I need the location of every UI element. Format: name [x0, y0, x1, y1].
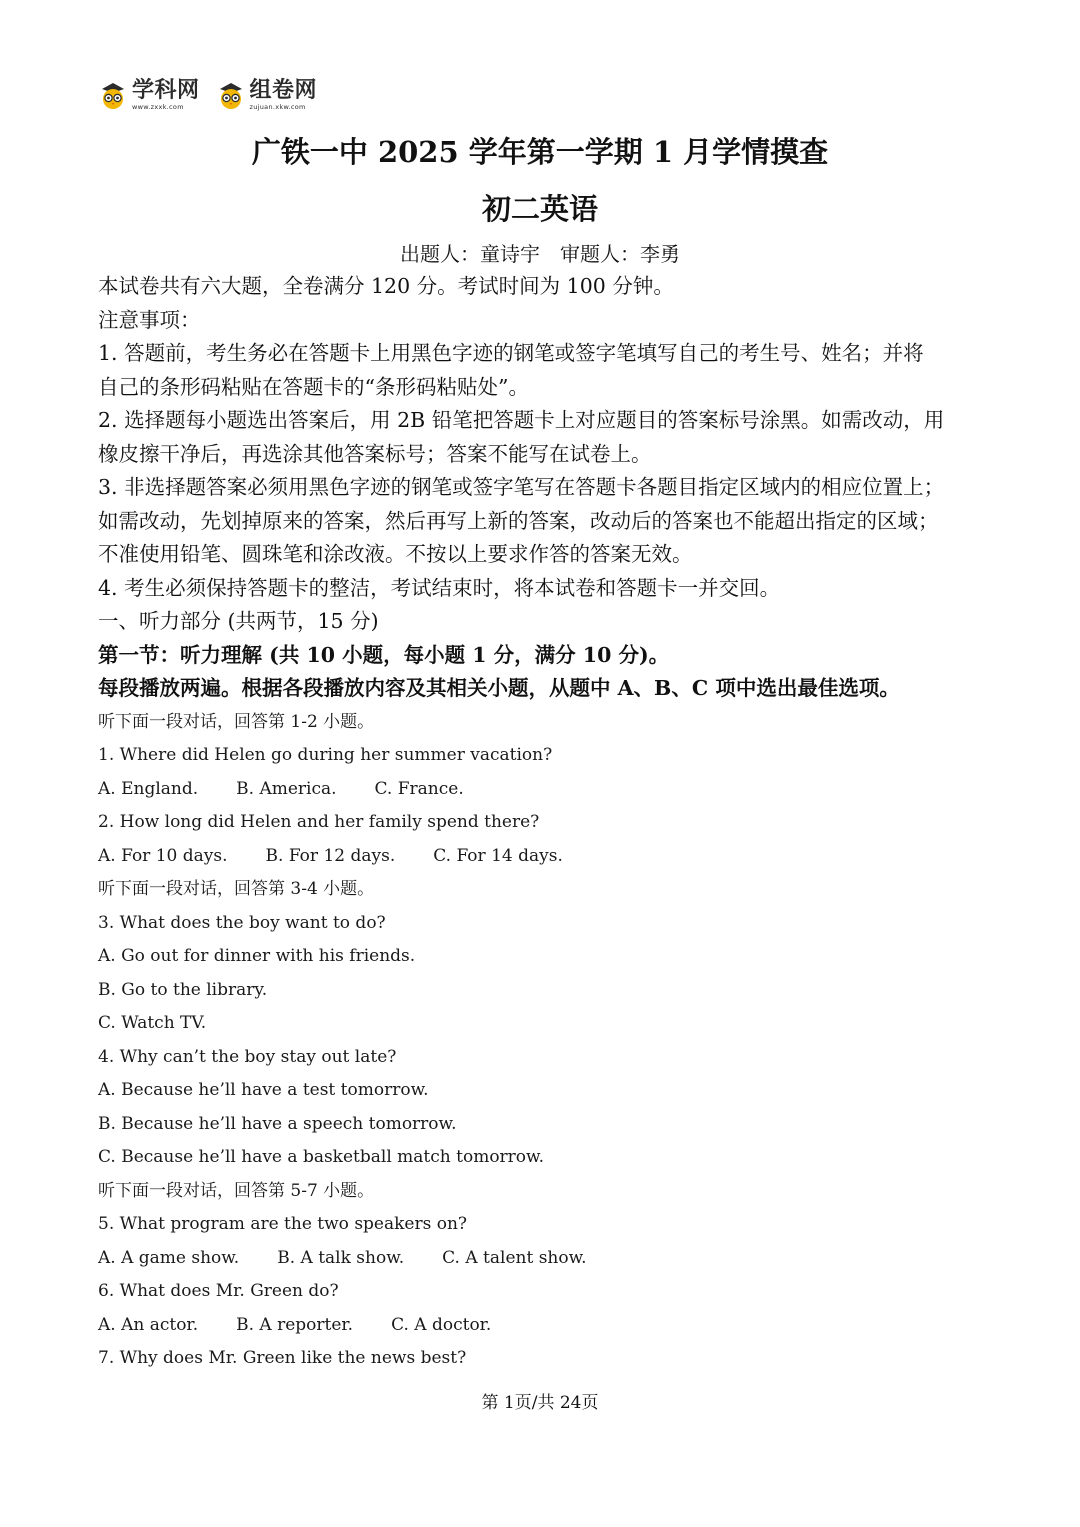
exam-title: 广铁一中 2025 学年第一学期 1 月学情摸查: [251, 135, 829, 169]
question-5-options: [98, 1242, 988, 1276]
option: B. America.: [236, 778, 337, 799]
instruction-text: 每段播放两遍。根据各段播放内容及其相关小题，从题中 A、B、C 项中选出最佳选项。: [98, 676, 900, 700]
option: C. Because he’ll have a basketball match tomorrow.: [98, 1147, 544, 1167]
option: C. A talent show.: [442, 1247, 587, 1268]
question-3: 3. What does the boy want to do?: [98, 912, 386, 933]
notice-line: 4. 考生必须保持答题卡的整洁，考试结束时，将本试卷和答题卡一并交回。: [98, 575, 781, 600]
logo-url: zujuan.xkw.com: [249, 103, 306, 111]
option: B. For 12 days.: [265, 845, 396, 866]
option: C. A doctor.: [391, 1314, 492, 1335]
header-logos: [98, 80, 317, 111]
exam-content: [98, 270, 988, 1376]
question-2-options: [98, 840, 988, 874]
page-number: 第 1页/共 24页: [481, 1393, 599, 1413]
notice-line: 不准使用铅笔、圆珠笔和涂改液。不按以上要求作答的答案无效。: [98, 542, 693, 566]
question-1: 1. Where did Helen go during her summer vacation?: [98, 745, 553, 765]
notice-line: 自己的条形码粘贴在答题卡的“条形码粘贴处”。: [98, 374, 529, 399]
notice-line: 2. 选择题每小题选出答案后，用 2B 铅笔把答题卡上对应题目的答案标号涂黑。如需改动，用: [98, 408, 945, 432]
option: A. Because he’ll have a test tomorrow.: [98, 1080, 429, 1100]
part-heading: 第一节：听力理解 (共 10 小题，每小题 1 分，满分 10 分)。: [98, 642, 670, 667]
notice-line: 如需改动，先划掉原来的答案，然后再写上新的答案，改动后的答案也不能超出指定的区域；: [98, 508, 939, 533]
logo-name: 组卷网: [249, 78, 318, 103]
question-7: 7. Why does Mr. Green like the news best?: [98, 1348, 467, 1368]
notice-line: 1. 答题前，考生务必在答题卡上用黑色字迹的钢笔或签字笔填写自己的考生号、姓名；并将: [98, 341, 924, 365]
exam-authors: 出题人：童诗宇 审题人：李勇: [400, 242, 680, 266]
notice-line: 橡皮擦干净后，再选涂其他答案标号；答案不能写在试卷上。: [98, 441, 652, 466]
dialogue-prompt: 听下面一段对话，回答第 3-4 小题。: [98, 879, 375, 899]
option: B. Because he’ll have a speech tomorrow.: [98, 1113, 457, 1134]
question-6: 6. What does Mr. Green do?: [98, 1281, 339, 1301]
option: A. For 10 days.: [98, 845, 228, 866]
question-2: 2. How long did Helen and her family spend there?: [98, 812, 540, 832]
dialogue-prompt: 听下面一段对话，回答第 1-2 小题。: [98, 711, 375, 732]
notice-line: 3. 非选择题答案必须用黑色字迹的钢笔或签字笔写在答题卡各题目指定区域内的相应位置上；: [98, 475, 945, 499]
option: B. Go to the library.: [98, 979, 268, 1000]
zujuanwang-logo: [216, 80, 318, 111]
option: A. Go out for dinner with his friends.: [98, 946, 416, 966]
exam-subtitle: 初二英语: [481, 192, 598, 226]
option: C. France.: [374, 778, 464, 799]
option: C. For 14 days.: [433, 845, 563, 866]
owl-icon: [216, 80, 246, 110]
question-5: 5. What program are the two speakers on?: [98, 1214, 468, 1234]
owl-icon: [98, 80, 128, 110]
notice-heading: 注意事项：: [98, 307, 201, 332]
option: A. An actor.: [98, 1314, 199, 1335]
logo-name: 学科网: [132, 78, 200, 103]
question-1-options: [98, 773, 988, 807]
option: C. Watch TV.: [98, 1013, 207, 1033]
option: B. A reporter.: [236, 1314, 354, 1335]
section-heading: 一、听力部分 (共两节，15 分): [98, 609, 379, 633]
option: A. A game show.: [98, 1247, 240, 1268]
question-6-options: [98, 1309, 988, 1343]
logo-url: www.zxxk.com: [132, 103, 184, 111]
option: B. A talk show.: [277, 1247, 405, 1268]
question-4: 4. Why can’t the boy stay out late?: [98, 1046, 397, 1067]
xuekewang-logo: [98, 80, 200, 111]
intro-text: 本试卷共有六大题，全卷满分 120 分。考试时间为 100 分钟。: [98, 274, 674, 298]
dialogue-prompt: 听下面一段对话，回答第 5-7 小题。: [98, 1180, 375, 1201]
option: A. England.: [98, 778, 199, 799]
